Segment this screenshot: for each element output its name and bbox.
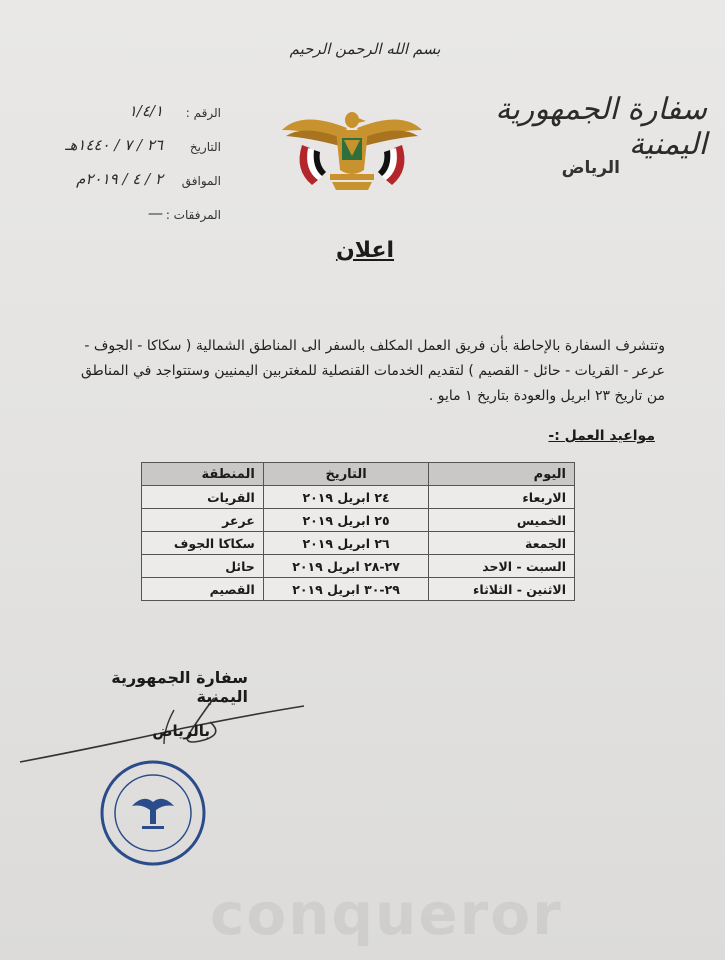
reference-number-label: الرقم :: [185, 106, 221, 120]
table-row: [142, 486, 575, 509]
cell-date: ٢٥ ابريل ٢٠١٩: [263, 509, 429, 532]
cell-day: السبت - الاحد: [429, 555, 575, 578]
table-row: [142, 509, 575, 532]
paper-watermark: conqueror: [210, 880, 563, 948]
schedule-header-row: [142, 463, 575, 486]
gregorian-date-label: الموافق: [181, 174, 221, 188]
basmala: بسم الله الرحمن الرحيم: [289, 40, 441, 58]
header-day: اليوم: [429, 463, 575, 486]
table-row: [142, 555, 575, 578]
reference-block: [6, 102, 221, 238]
cell-date: ٢٩-٣٠ ابريل ٢٠١٩: [263, 578, 429, 601]
cell-region: القريات: [142, 486, 264, 509]
gregorian-date-row: [6, 170, 221, 204]
hijri-date-label: التاريخ: [189, 140, 221, 154]
cell-date: ٢٦ ابريل ٢٠١٩: [263, 532, 429, 555]
cell-day: الاثنين - الثلاثاء: [429, 578, 575, 601]
signatory-city: بالرياض: [152, 722, 210, 740]
table-row: [142, 578, 575, 601]
gregorian-date-value: ٢ / ٤ / ٢٠١٩م: [76, 170, 163, 188]
header-region: المنطقة: [142, 463, 264, 486]
attachments-label: المرفقات :: [165, 208, 221, 222]
cell-region: عرعر: [142, 509, 264, 532]
cell-region: القصيم: [142, 578, 264, 601]
cell-day: الاربعاء: [429, 486, 575, 509]
cell-date: ٢٤ ابريل ٢٠١٩: [263, 486, 429, 509]
announcement-body: وتتشرف السفارة بالإحاطة بأن فريق العمل المكلف بالسفر الى المناطق الشمالية ( سكاكا - الجوف - عرعر - القريات - حائل - القصيم ) لتقديم الخدمات القنصلية للمغتربين اليمنيين وستتواجد في المناطق من تاريخ ٢٣ ابريل والعودة بتاريخ ١ مايو .: [80, 338, 665, 404]
yemen-eagle-emblem-icon: [272, 90, 432, 200]
embassy-seal-stamp-icon: [98, 758, 208, 868]
cell-region: سكاكا الجوف: [142, 532, 264, 555]
announcement-title: اعلان: [335, 238, 395, 263]
cell-date: ٢٧-٢٨ ابريل ٢٠١٩: [263, 555, 429, 578]
hijri-date-row: [6, 136, 221, 170]
hijri-date-value: ٢٦ / ٧ / ١٤٤٠هـ: [65, 136, 163, 154]
cell-day: الخميس: [429, 509, 575, 532]
cell-day: الجمعة: [429, 532, 575, 555]
header-date: التاريخ: [263, 463, 429, 486]
signatory-name: سفارة الجمهورية اليمنية: [111, 668, 248, 706]
attachments-value: —: [148, 204, 163, 222]
schedule-table: [141, 462, 575, 601]
embassy-name-heading: سفارة الجمهورية اليمنية: [495, 92, 707, 162]
reference-number-row: [6, 102, 221, 136]
cell-region: حائل: [142, 555, 264, 578]
table-row: [142, 532, 575, 555]
attachments-row: [6, 204, 221, 238]
embassy-city: الرياض: [561, 158, 620, 178]
reference-number-value: ١/٤/١: [128, 102, 163, 120]
schedule-title: مواعيد العمل :-: [548, 428, 655, 444]
